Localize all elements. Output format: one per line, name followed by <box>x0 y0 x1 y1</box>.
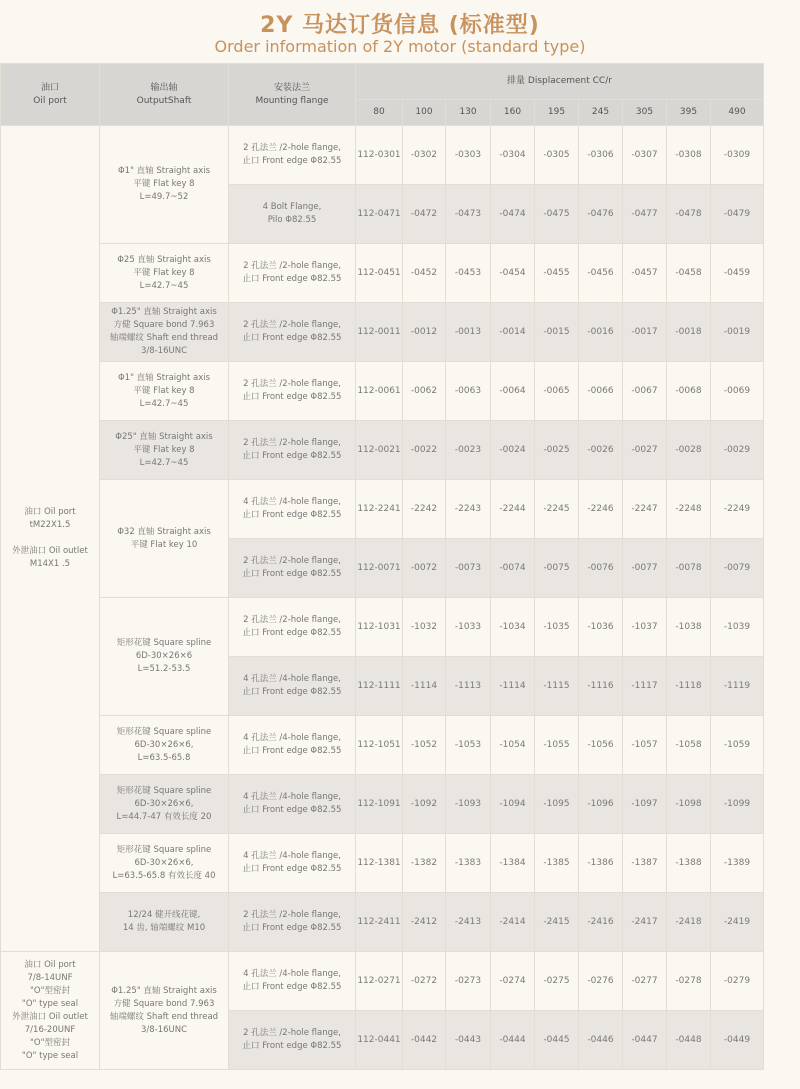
order-code-cell: -0072 <box>403 539 446 598</box>
flange-cell: 4 孔法兰 /4-hole flange, 止口 Front edge Φ82.55 <box>229 657 356 716</box>
flange-cell: 2 孔法兰 /2-hole flange, 止口 Front edge Φ82.55 <box>229 893 356 952</box>
order-code-cell: 112-0301 <box>356 126 403 185</box>
order-code-cell: -1389 <box>711 834 764 893</box>
order-code-cell: -2247 <box>623 480 667 539</box>
order-code-cell: -0068 <box>667 362 711 421</box>
order-code-cell: -0015 <box>535 303 579 362</box>
flange-cell: 2 孔法兰 /2-hole flange, 止口 Front edge Φ82.55 <box>229 244 356 303</box>
shaft-cell: 矩形花键 Square spline 6D-30×26×6, L=44.7-47 有效长度 20 <box>100 775 229 834</box>
order-code-cell: -0445 <box>535 1011 579 1070</box>
disp-header: 100 <box>403 100 446 126</box>
flange-cell: 2 孔法兰 /2-hole flange, 止口 Front edge Φ82.55 <box>229 1011 356 1070</box>
header-oil-port: 油口 Oil port <box>1 64 100 126</box>
order-code-cell: -1055 <box>535 716 579 775</box>
order-code-cell: -0456 <box>579 244 623 303</box>
order-code-cell: -0477 <box>623 185 667 244</box>
order-code-cell: -1035 <box>535 598 579 657</box>
order-code-cell: -1092 <box>403 775 446 834</box>
order-code-cell: -1114 <box>403 657 446 716</box>
order-code-cell: -0449 <box>711 1011 764 1070</box>
order-code-cell: -1037 <box>623 598 667 657</box>
table-row <box>1 834 764 893</box>
order-code-cell: -0065 <box>535 362 579 421</box>
order-code-cell: -0444 <box>491 1011 535 1070</box>
order-code-cell: -1033 <box>446 598 491 657</box>
order-code-cell: -1383 <box>446 834 491 893</box>
order-code-cell: 112-1031 <box>356 598 403 657</box>
order-code-cell: -0272 <box>403 952 446 1011</box>
shaft-cell: Φ1.25" 直轴 Straight axis 方健 Square bond 7.963 轴端螺纹 Shaft end thread 3/8-16UNC <box>100 952 229 1070</box>
order-code-cell: -0478 <box>667 185 711 244</box>
table-row <box>1 421 764 480</box>
order-code-cell: -0018 <box>667 303 711 362</box>
shaft-cell: 矩形花键 Square spline 6D-30×26×6 L=51.2-53.5 <box>100 598 229 716</box>
flange-cell: 2 孔法兰 /2-hole flange, 止口 Front edge Φ82.55 <box>229 362 356 421</box>
oil-port-cell: 油口 Oil port tM22X1.5 外泄油口 Oil outlet M14X1 .5 <box>1 126 100 952</box>
order-code-cell: -0023 <box>446 421 491 480</box>
order-code-cell: -0448 <box>667 1011 711 1070</box>
table-row <box>1 952 764 1011</box>
order-code-cell: -0309 <box>711 126 764 185</box>
order-code-cell: -2417 <box>623 893 667 952</box>
order-code-cell: -0024 <box>491 421 535 480</box>
order-code-cell: -0473 <box>446 185 491 244</box>
order-code-cell: -1096 <box>579 775 623 834</box>
order-code-cell: -0275 <box>535 952 579 1011</box>
order-table <box>0 63 764 1070</box>
flange-cell: 2 孔法兰 /2-hole flange, 止口 Front edge Φ82.55 <box>229 539 356 598</box>
page-title: 2Y 马达订货信息 (标准型) <box>260 13 540 38</box>
order-code-cell: -1059 <box>711 716 764 775</box>
order-code-cell: 112-1051 <box>356 716 403 775</box>
order-code-cell: -1039 <box>711 598 764 657</box>
order-code-cell: -0066 <box>579 362 623 421</box>
order-code-cell: -0476 <box>579 185 623 244</box>
order-code-cell: -0459 <box>711 244 764 303</box>
flange-cell: 4 孔法兰 /4-hole flange, 止口 Front edge Φ82.55 <box>229 952 356 1011</box>
table-row <box>1 126 764 185</box>
order-code-cell: -1118 <box>667 657 711 716</box>
order-code-cell: -0472 <box>403 185 446 244</box>
shaft-cell: Φ25 直轴 Straight axis 平键 Flat key 8 L=42.7~45 <box>100 244 229 303</box>
order-code-cell: -1056 <box>579 716 623 775</box>
order-code-cell: 112-0021 <box>356 421 403 480</box>
disp-header: 245 <box>579 100 623 126</box>
order-code-cell: -1116 <box>579 657 623 716</box>
order-code-cell: -0277 <box>623 952 667 1011</box>
order-code-cell: -0064 <box>491 362 535 421</box>
order-code-cell: -1095 <box>535 775 579 834</box>
flange-cell: 4 孔法兰 /4-hole flange, 止口 Front edge Φ82.55 <box>229 834 356 893</box>
order-code-cell: -0474 <box>491 185 535 244</box>
order-code-cell: -0443 <box>446 1011 491 1070</box>
order-code-cell: -2416 <box>579 893 623 952</box>
order-code-cell: 112-0271 <box>356 952 403 1011</box>
order-code-cell: -2412 <box>403 893 446 952</box>
table-row <box>1 893 764 952</box>
flange-cell: 4 孔法兰 /4-hole flange, 止口 Front edge Φ82.55 <box>229 480 356 539</box>
order-code-cell: 112-1111 <box>356 657 403 716</box>
header-displacement: 排量 Displacement CC/r <box>356 64 764 100</box>
order-code-cell: -1034 <box>491 598 535 657</box>
order-code-cell: -0446 <box>579 1011 623 1070</box>
order-code-cell: -2418 <box>667 893 711 952</box>
order-code-cell: -0025 <box>535 421 579 480</box>
order-code-cell: -2249 <box>711 480 764 539</box>
order-code-cell: -1097 <box>623 775 667 834</box>
order-code-cell: -1386 <box>579 834 623 893</box>
order-code-cell: -0308 <box>667 126 711 185</box>
order-code-cell: -0442 <box>403 1011 446 1070</box>
order-code-cell: -0453 <box>446 244 491 303</box>
order-code-cell: 112-0011 <box>356 303 403 362</box>
order-code-cell: -0063 <box>446 362 491 421</box>
order-code-cell: -0067 <box>623 362 667 421</box>
order-code-cell: 112-2241 <box>356 480 403 539</box>
order-code-cell: -0074 <box>491 539 535 598</box>
order-code-cell: -0452 <box>403 244 446 303</box>
table-row <box>1 775 764 834</box>
order-code-cell: -0062 <box>403 362 446 421</box>
order-code-cell: -0076 <box>579 539 623 598</box>
header-output-shaft: 输出轴 OutputShaft <box>100 64 229 126</box>
order-code-cell: -0019 <box>711 303 764 362</box>
flange-cell: 2 孔法兰 /2-hole flange, 止口 Front edge Φ82.55 <box>229 303 356 362</box>
order-code-cell: -1032 <box>403 598 446 657</box>
shaft-cell: Φ1.25" 直轴 Straight axis 方健 Square bond 7.963 轴端螺纹 Shaft end thread 3/8-16UNC <box>100 303 229 362</box>
shaft-cell: Φ32 直轴 Straight axis 平键 Flat key 10 <box>100 480 229 598</box>
order-code-cell: -1054 <box>491 716 535 775</box>
order-code-cell: -0016 <box>579 303 623 362</box>
order-code-cell: 112-1381 <box>356 834 403 893</box>
order-code-cell: -0305 <box>535 126 579 185</box>
order-code-cell: -0013 <box>446 303 491 362</box>
order-code-cell: 112-0061 <box>356 362 403 421</box>
order-code-cell: -0479 <box>711 185 764 244</box>
shaft-cell: Φ1" 直轴 Straight axis 平键 Flat key 8 L=42.7~45 <box>100 362 229 421</box>
order-code-cell: -0303 <box>446 126 491 185</box>
order-code-cell: -0302 <box>403 126 446 185</box>
disp-header: 160 <box>491 100 535 126</box>
shaft-cell: 12/24 健开线花键, 14 齿, 轴端螺纹 M10 <box>100 893 229 952</box>
shaft-cell: Φ25" 直轴 Straight axis 平键 Flat key 8 L=42.7~45 <box>100 421 229 480</box>
oil-port-cell: 油口 Oil port 7/8-14UNF "O"型密封 "O" type seal 外泄油口 Oil outlet 7/16-20UNF "O"型密封 "O" type seal <box>1 952 100 1070</box>
order-code-cell: -1388 <box>667 834 711 893</box>
order-code-cell: 112-0441 <box>356 1011 403 1070</box>
order-code-cell: -0073 <box>446 539 491 598</box>
order-code-cell: -2244 <box>491 480 535 539</box>
order-code-cell: -1113 <box>446 657 491 716</box>
order-code-cell: -1384 <box>491 834 535 893</box>
order-code-cell: -2414 <box>491 893 535 952</box>
order-code-cell: -0475 <box>535 185 579 244</box>
disp-header: 395 <box>667 100 711 126</box>
order-code-cell: -0279 <box>711 952 764 1011</box>
order-code-cell: -2248 <box>667 480 711 539</box>
disp-header: 130 <box>446 100 491 126</box>
disp-header: 305 <box>623 100 667 126</box>
table-row <box>1 244 764 303</box>
table-row <box>1 303 764 362</box>
flange-cell: 4 孔法兰 /4-hole flange, 止口 Front edge Φ82.55 <box>229 716 356 775</box>
table-row <box>1 480 764 539</box>
disp-header: 195 <box>535 100 579 126</box>
order-code-cell: -0078 <box>667 539 711 598</box>
order-code-cell: -0077 <box>623 539 667 598</box>
order-code-cell: -1036 <box>579 598 623 657</box>
order-code-cell: 112-0071 <box>356 539 403 598</box>
order-code-cell: -0454 <box>491 244 535 303</box>
order-code-cell: -0075 <box>535 539 579 598</box>
page-subtitle: Order information of 2Y motor (standard type) <box>214 37 586 56</box>
order-code-cell: -2419 <box>711 893 764 952</box>
order-code-cell: -0029 <box>711 421 764 480</box>
flange-cell: 2 孔法兰 /2-hole flange, 止口 Front edge Φ82.55 <box>229 126 356 185</box>
order-code-cell: -1094 <box>491 775 535 834</box>
order-code-cell: -1115 <box>535 657 579 716</box>
page-header <box>0 0 800 63</box>
order-code-cell: -0069 <box>711 362 764 421</box>
order-code-cell: -1052 <box>403 716 446 775</box>
flange-cell: 4 孔法兰 /4-hole flange, 止口 Front edge Φ82.55 <box>229 775 356 834</box>
order-code-cell: -2415 <box>535 893 579 952</box>
order-code-cell: -1053 <box>446 716 491 775</box>
order-code-cell: -1382 <box>403 834 446 893</box>
flange-cell: 4 Bolt Flange, Pilo Φ82.55 <box>229 185 356 244</box>
order-code-cell: -0306 <box>579 126 623 185</box>
order-code-cell: -1387 <box>623 834 667 893</box>
shaft-cell: 矩形花键 Square spline 6D-30×26×6, L=63.5-65.8 有效长度 40 <box>100 834 229 893</box>
order-code-cell: 112-1091 <box>356 775 403 834</box>
order-code-cell: -2243 <box>446 480 491 539</box>
order-code-cell: -0022 <box>403 421 446 480</box>
order-code-cell: -1058 <box>667 716 711 775</box>
order-code-cell: -1099 <box>711 775 764 834</box>
order-code-cell: -0014 <box>491 303 535 362</box>
order-code-cell: -0028 <box>667 421 711 480</box>
order-code-cell: -1038 <box>667 598 711 657</box>
order-code-cell: -0458 <box>667 244 711 303</box>
flange-cell: 2 孔法兰 /2-hole flange, 止口 Front edge Φ82.55 <box>229 421 356 480</box>
order-code-cell: -0278 <box>667 952 711 1011</box>
order-code-cell: -0027 <box>623 421 667 480</box>
table-row <box>1 716 764 775</box>
order-code-cell: -0455 <box>535 244 579 303</box>
order-code-cell: -1114 <box>491 657 535 716</box>
order-code-cell: -0447 <box>623 1011 667 1070</box>
order-code-cell: -0026 <box>579 421 623 480</box>
order-code-cell: -0079 <box>711 539 764 598</box>
order-code-cell: -0274 <box>491 952 535 1011</box>
order-code-cell: -0276 <box>579 952 623 1011</box>
order-code-cell: -0304 <box>491 126 535 185</box>
order-code-cell: -2242 <box>403 480 446 539</box>
order-code-cell: -0273 <box>446 952 491 1011</box>
order-code-cell: -1098 <box>667 775 711 834</box>
order-code-cell: -2245 <box>535 480 579 539</box>
disp-header: 490 <box>711 100 764 126</box>
order-code-cell: -2246 <box>579 480 623 539</box>
order-code-cell: 112-2411 <box>356 893 403 952</box>
order-code-cell: -0457 <box>623 244 667 303</box>
header-mounting-flange: 安装法兰 Mounting flange <box>229 64 356 126</box>
shaft-cell: 矩形花键 Square spline 6D-30×26×6, L=63.5-65.8 <box>100 716 229 775</box>
table-row <box>1 598 764 657</box>
table-row <box>1 362 764 421</box>
order-code-cell: -1117 <box>623 657 667 716</box>
order-code-cell: -0012 <box>403 303 446 362</box>
order-code-cell: -1119 <box>711 657 764 716</box>
order-code-cell: -0307 <box>623 126 667 185</box>
disp-header: 80 <box>356 100 403 126</box>
order-code-cell: 112-0451 <box>356 244 403 303</box>
shaft-cell: Φ1" 直轴 Straight axis 平键 Flat key 8 L=49.7~52 <box>100 126 229 244</box>
order-code-cell: -0017 <box>623 303 667 362</box>
order-code-cell: -1057 <box>623 716 667 775</box>
order-code-cell: -2413 <box>446 893 491 952</box>
flange-cell: 2 孔法兰 /2-hole flange, 止口 Front edge Φ82.55 <box>229 598 356 657</box>
order-code-cell: -1093 <box>446 775 491 834</box>
order-code-cell: -1385 <box>535 834 579 893</box>
order-code-cell: 112-0471 <box>356 185 403 244</box>
